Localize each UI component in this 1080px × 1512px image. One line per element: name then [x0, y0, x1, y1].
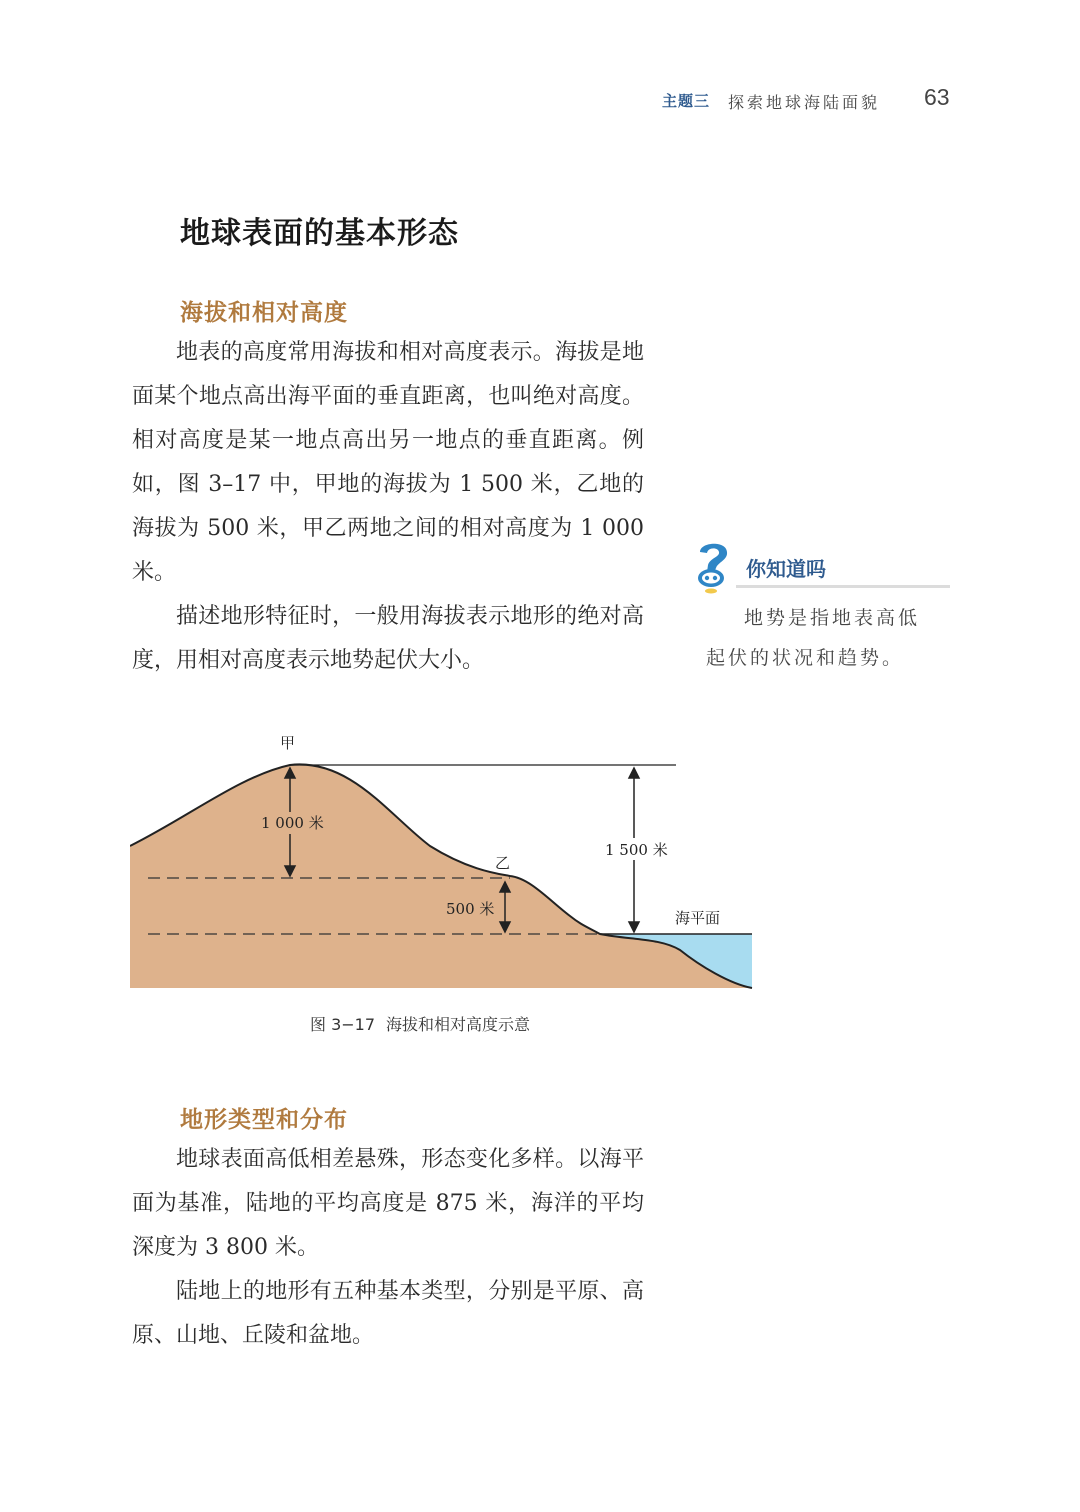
label-altitude-b: 500 米: [446, 900, 495, 918]
section-heading-altitude: 海拔和相对高度: [180, 300, 348, 326]
page-header: [0, 84, 1080, 118]
label-point-b: 乙: [495, 854, 511, 872]
label-relative-height: 1 000 米: [261, 814, 324, 832]
caption-text: 海拔和相对高度示意: [386, 1015, 531, 1034]
altitude-diagram: [130, 726, 756, 996]
label-point-a: 甲: [280, 734, 296, 752]
caption-number: 图 3−17: [310, 1015, 376, 1034]
question-mascot-icon: [690, 538, 734, 594]
sidebar-text: 地势是指地表高低起伏的状况和趋势。: [706, 607, 921, 669]
header-theme: 主题三: [662, 92, 711, 110]
paragraph: 地表的高度常用海拔和相对高度表示。海拔是地面某个地点高出海平面的垂直距离，也叫绝对高度。相对高度是某一地点高出另一地点的垂直距离。例如，图 3–17 中，甲地的海拔为 1 500 米，乙地的海拔为 500 米，甲乙两地之间的相对高度为 1 000 米。: [132, 340, 644, 585]
header-title: 探索地球海陆面貌: [728, 93, 881, 112]
paragraph: 描述地形特征时，一般用海拔表示地形的绝对高度，用相对高度表示地势起伏大小。: [132, 604, 644, 673]
paragraph: 地球表面高低相差悬殊，形态变化多样。以海平面为基准，陆地的平均高度是 875 米，海洋的平均深度为 3 800 米。: [132, 1147, 644, 1260]
sidebar-title: 你知道吗: [746, 557, 826, 581]
figure-caption: [0, 1012, 1080, 1036]
page-title: 地球表面的基本形态: [180, 216, 459, 251]
paragraph: 陆地上的地形有五种基本类型，分别是平原、高原、山地、丘陵和盆地。: [132, 1279, 644, 1348]
section-heading-landforms: 地形类型和分布: [180, 1107, 348, 1133]
page-number: 63: [924, 84, 950, 110]
label-altitude-a: 1 500 米: [605, 841, 668, 859]
label-sea-level: 海平面: [675, 909, 721, 927]
land-profile: [130, 764, 752, 988]
sidebar-divider: [736, 585, 950, 588]
